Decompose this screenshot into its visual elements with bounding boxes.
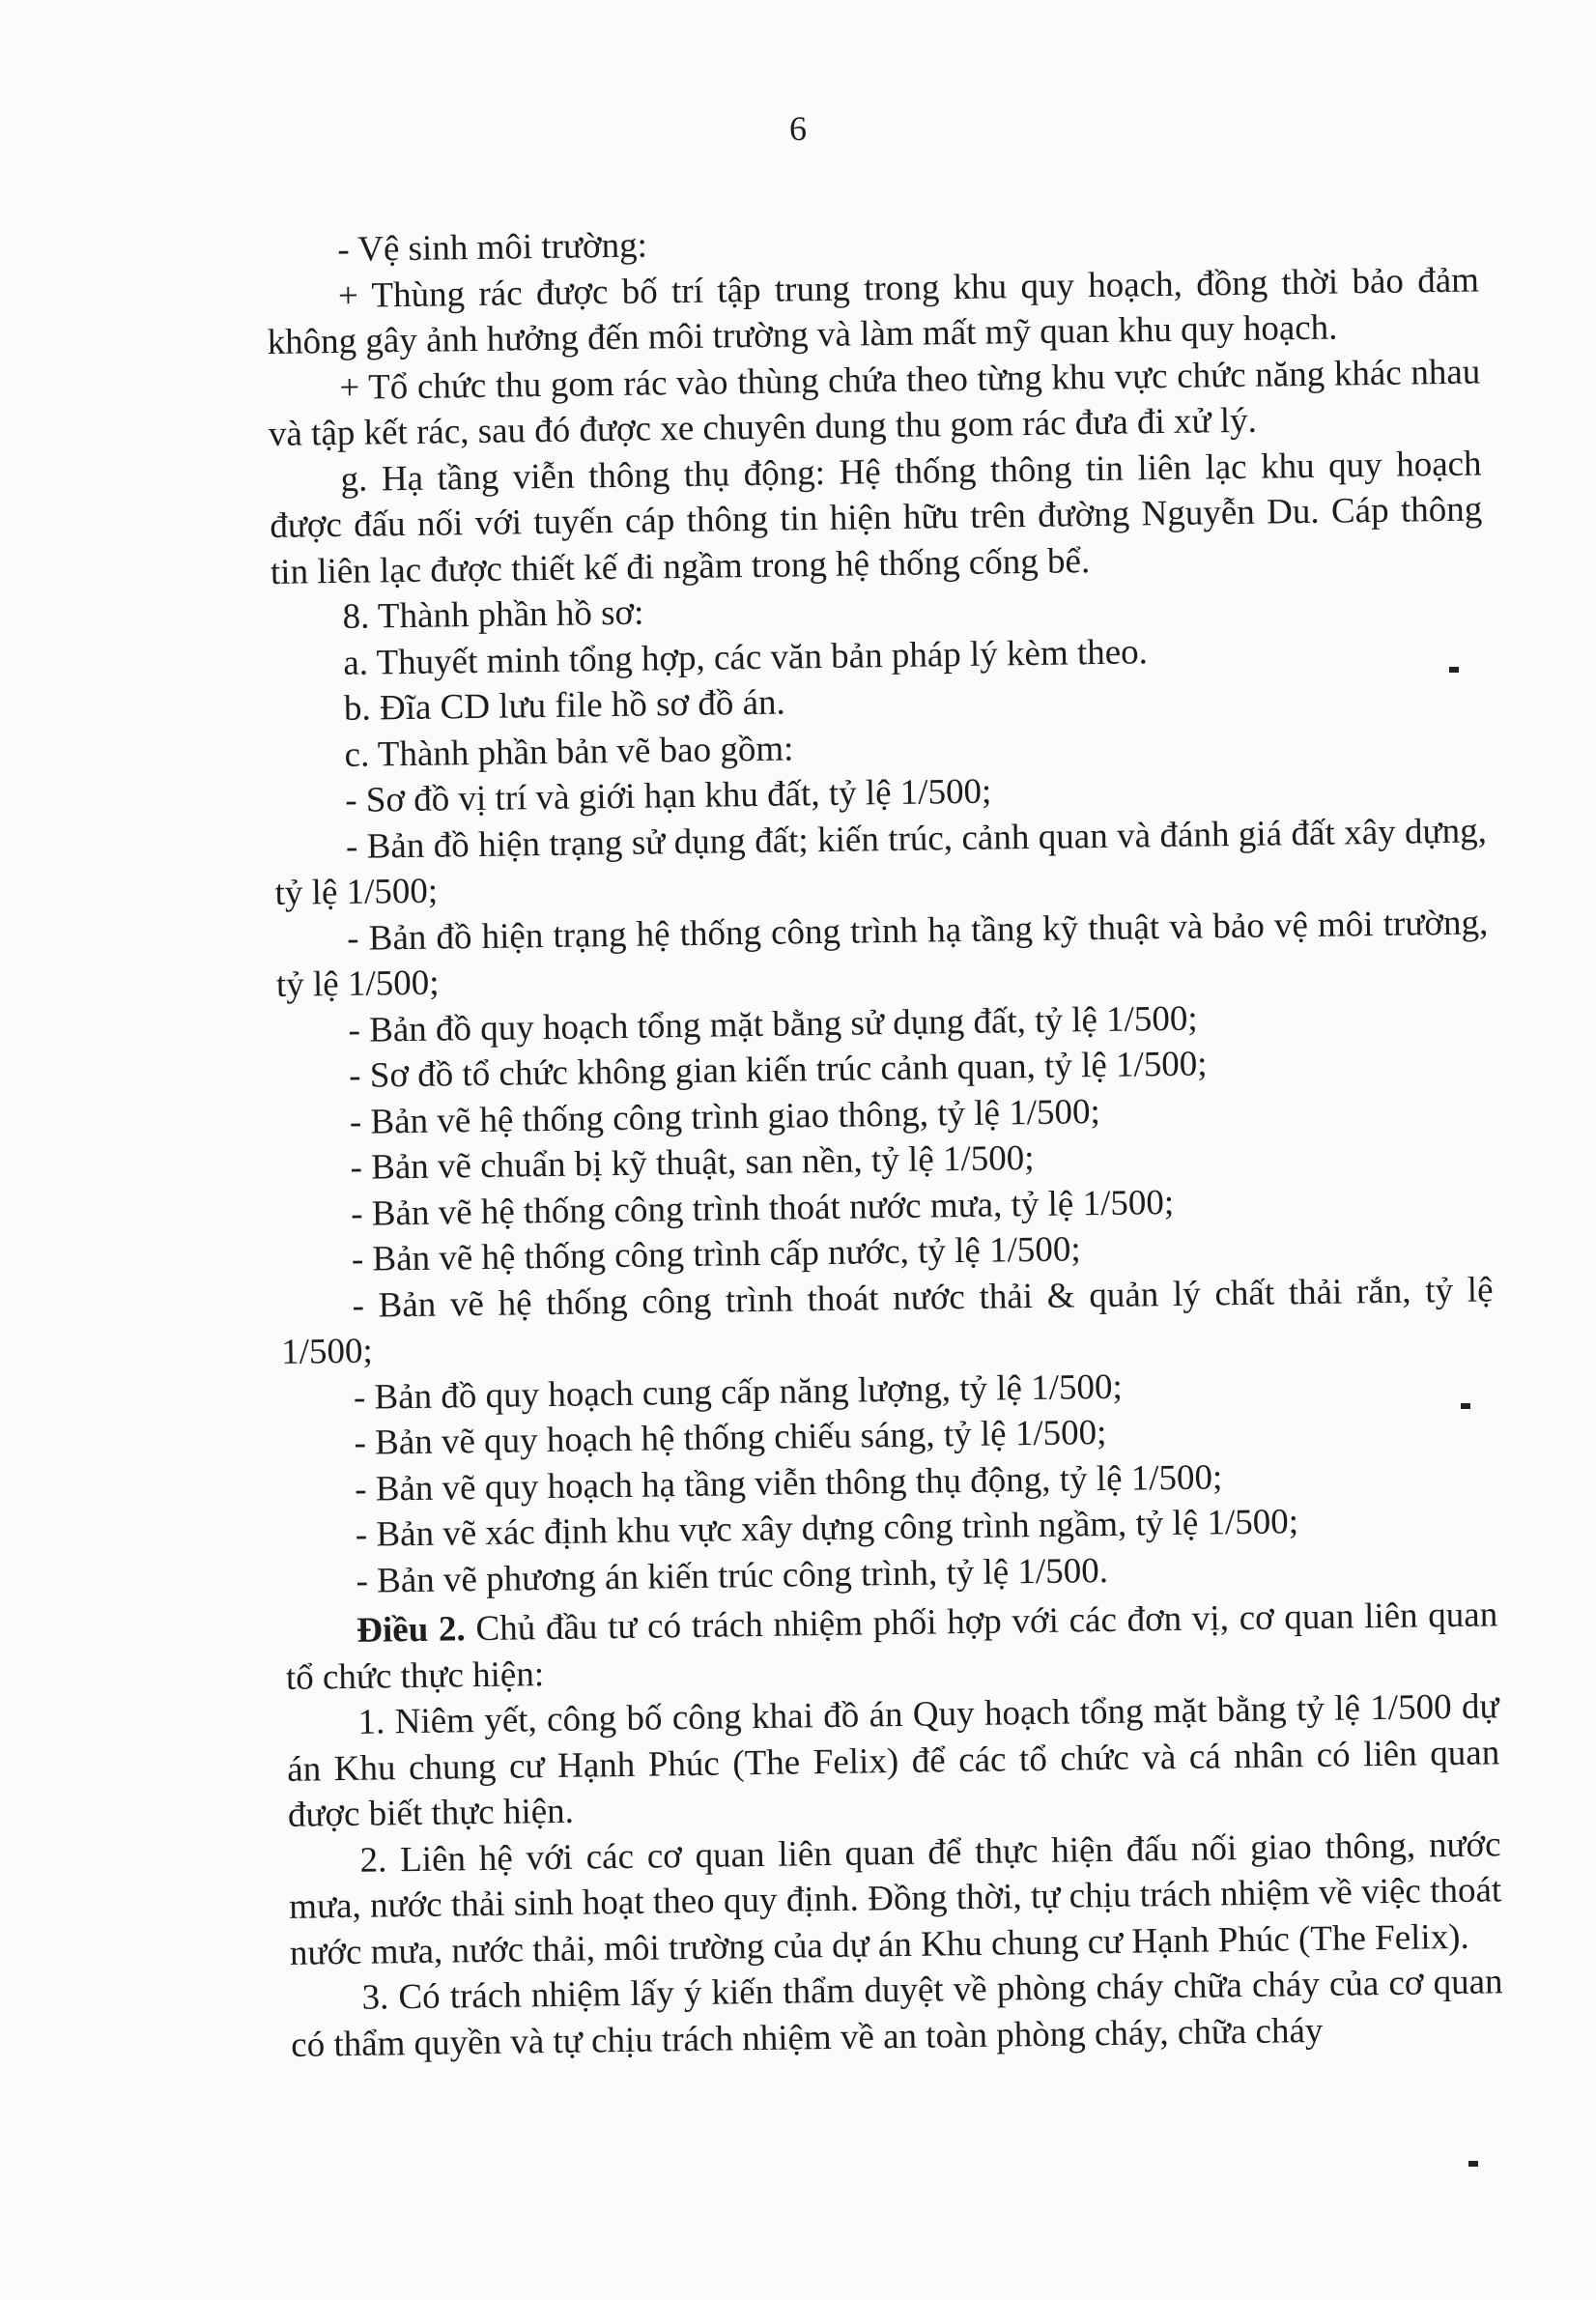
page-number: 6 (789, 109, 807, 148)
paragraph: - Bản đồ hiện trạng hệ thống công trình hạ tầng kỹ thuật và bảo vệ môi trường, tỷ lệ 1/500; (275, 902, 1489, 1005)
paragraph: g. Hạ tầng viễn thông thụ động: Hệ thống thông tin liên lạc khu quy hoạch được đấu nối với tuyến cáp thông tin hiện hữu trên đường Nguyễn Du. Cáp thông tin liên lạc được thiết kế đi ngầm trong hệ thống cống bể. (270, 443, 1483, 592)
paragraph: - Bản đồ quy hoạch cung cấp năng lượng, tỷ lệ 1/500; (353, 1366, 1124, 1418)
document-body (266, 211, 1503, 2067)
paragraph: - Bản đồ hiện trạng sử dụng đất; kiến trúc, cảnh quan và đánh giá đất xây dựng, tỷ lệ 1/500; (274, 810, 1488, 913)
section-article-2-items (286, 1683, 1503, 2067)
paragraph: c. Thành phần bản vẽ bao gồm: (344, 728, 794, 775)
scan-mark (1449, 667, 1459, 673)
paragraph: 3. Có trách nhiệm lấy ý kiến thẩm duyệt về phòng cháy chữa cháy của cơ quan có thẩm quyền và tự chịu trách nhiệm về an toàn phòng cháy, chữa cháy (290, 1962, 1503, 2065)
article-2-text: Chủ đầu tư có trách nhiệm phối hợp với các đơn vị, cơ quan liên quan tổ chức thực hiện: (285, 1595, 1498, 1698)
section-environment-and-dossier (266, 211, 1497, 1604)
paragraph: - Bản vẽ hệ thống công trình cấp nước, tỷ lệ 1/500; (351, 1229, 1081, 1279)
paragraph: - Bản vẽ hệ thống công trình thoát nước mưa, tỷ lệ 1/500; (350, 1182, 1175, 1234)
paragraph: 1. Niêm yết, công bố công khai đồ án Quy hoạch tổng mặt bằng tỷ lệ 1/500 dự án Khu chung cư Hạnh Phúc (The Felix) để các tổ chức và cá nhân có liên quan được biết thực hiện. (286, 1686, 1500, 1835)
paragraph: - Bản vẽ quy hoạch hạ tầng viễn thông thụ động, tỷ lệ 1/500; (354, 1456, 1223, 1509)
paragraph: - Sơ đồ vị trí và giới hạn khu đất, tỷ lệ 1/500; (344, 771, 992, 820)
scan-mark (1461, 1403, 1470, 1409)
scan-mark (1468, 2161, 1478, 2167)
paragraph: b. Đĩa CD lưu file hồ sơ đồ án. (343, 682, 786, 729)
paragraph: 8. Thành phần hồ sơ: (342, 592, 644, 637)
paragraph: - Bản vẽ hệ thống công trình giao thông, tỷ lệ 1/500; (349, 1091, 1101, 1142)
article-2-heading: Điều 2. (356, 1609, 467, 1651)
paragraph: - Bản đồ quy hoạch tổng mặt bằng sử dụng đất, tỷ lệ 1/500; (348, 998, 1198, 1050)
paragraph: - Vệ sinh môi trường: (337, 225, 648, 270)
paragraph: a. Thuyết minh tổng hợp, các văn bản pháp lý kèm theo. (343, 631, 1149, 683)
paragraph: - Sơ đồ tổ chức không gian kiến trúc cảnh quan, tỷ lệ 1/500; (348, 1044, 1208, 1096)
paragraph: + Tổ chức thu gom rác vào thùng chứa theo từng khu vực chức năng khác nhau và tập kết rác, sau đó được xe chuyên dung thu gom rác đưa đi xử lý. (268, 351, 1481, 454)
paragraph: 2. Liên hệ với các cơ quan liên quan để thực hiện đấu nối giao thông, nước mưa, nước thải sinh hoạt theo quy định. Đồng thời, tự chịu trách nhiệm về việc thoát nước mưa, nước thải, môi trường của dự án Khu chung cư Hạnh Phúc (The Felix). (288, 1824, 1502, 1973)
paragraph: - Bản vẽ hệ thống công trình thoát nước thải & quản lý chất thải rắn, tỷ lệ 1/500; (280, 1269, 1494, 1372)
paragraph: - Bản vẽ quy hoạch hệ thống chiếu sáng, tỷ lệ 1/500; (354, 1412, 1107, 1463)
paragraph: - Bản vẽ phương án kiến trúc công trình, tỷ lệ 1/500. (356, 1550, 1109, 1601)
paragraph: - Bản vẽ xác định khu vực xây dựng công trình ngầm, tỷ lệ 1/500; (355, 1502, 1299, 1555)
article-2-paragraph (285, 1592, 1498, 1701)
paragraph: - Bản vẽ chuẩn bị kỹ thuật, san nền, tỷ lệ 1/500; (350, 1137, 1035, 1188)
paragraph: + Thùng rác được bố trí tập trung trong khu quy hoạch, đồng thời bảo đảm không gây ảnh hưởng đến môi trường và làm mất mỹ quan khu quy hoạch. (267, 259, 1480, 362)
